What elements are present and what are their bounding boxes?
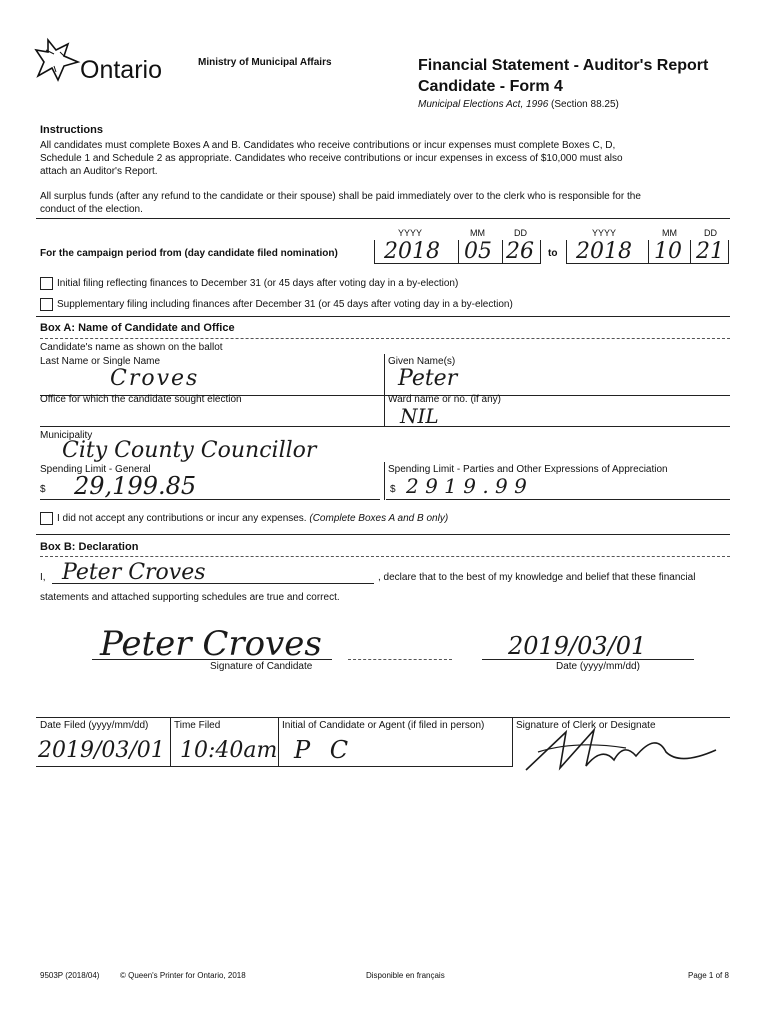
field-underline	[40, 499, 380, 500]
clerk-signature-label: Signature of Clerk or Designate	[516, 720, 656, 731]
ward-field[interactable]: NIL	[400, 404, 439, 428]
supplementary-filing-checkbox[interactable]	[40, 298, 53, 311]
spending-general-label: Spending Limit - General	[40, 464, 151, 475]
no-contributions-checkbox[interactable]	[40, 512, 53, 525]
instructions-para1-line3: attach an Auditor's Report.	[40, 166, 158, 177]
divider	[36, 218, 730, 219]
box-b-heading-rule	[40, 556, 730, 557]
divider	[36, 316, 730, 317]
time-filed-field[interactable]: 10:40am	[180, 738, 278, 763]
field-underline	[40, 426, 730, 427]
instructions-para1-line1: All candidates must complete Boxes A and B. Candidates who receive contributions or incur expenses must complete Boxes C, D,	[40, 140, 616, 151]
box-a-heading: Box A: Name of Candidate and Office	[40, 322, 235, 334]
spending-general-field[interactable]: 29,199.85	[74, 472, 197, 500]
form-code: 9503P (2018/04)	[40, 971, 100, 980]
box-a-heading-rule	[40, 338, 730, 339]
declarant-name-field[interactable]: Peter Croves	[62, 560, 206, 585]
date-filed-label: Date Filed (yyyy/mm/dd)	[40, 720, 149, 731]
spending-parties-field[interactable]: 2 9 1 9 . 9 9	[406, 474, 527, 498]
brand-wordmark: Ontario	[80, 56, 162, 84]
office-use-divider	[512, 717, 513, 767]
ontario-logo	[34, 36, 184, 86]
declaration-date-field[interactable]: 2019/03/01	[508, 632, 647, 660]
time-filed-label: Time Filed	[174, 720, 221, 731]
spending-parties-label: Spending Limit - Parties and Other Expressions of Appreciation	[388, 464, 668, 475]
declaration-prefix: I,	[40, 572, 46, 583]
instructions-para2-line1: All surplus funds (after any refund to the candidate or their spouse) shall be paid immediately over to the clerk who is responsible for the	[40, 191, 641, 202]
declaration-text-2: statements and attached supporting schedules are true and correct.	[40, 592, 340, 603]
date-box-divider	[540, 240, 541, 264]
field-divider	[384, 354, 385, 396]
date-filed-field[interactable]: 2019/03/01	[38, 738, 165, 763]
initial-field[interactable]: P C	[294, 736, 355, 764]
trillium-icon	[34, 36, 86, 84]
act-section: (Section 88.25)	[551, 99, 619, 110]
french-availability: Disponible en français	[366, 971, 445, 980]
from-mm-field[interactable]: 05	[464, 239, 492, 264]
office-use-divider	[170, 717, 171, 767]
date-box-divider	[566, 240, 567, 264]
no-contributions-note: (Complete Boxes A and B only)	[309, 513, 449, 524]
date-box-divider	[648, 240, 649, 264]
instructions-para2-line2: conduct of the election.	[40, 204, 143, 215]
no-contributions-text	[57, 513, 448, 525]
spending-parties-currency: $	[390, 484, 396, 495]
instructions-heading: Instructions	[40, 124, 103, 136]
municipality-field[interactable]: City County Councillor	[62, 438, 317, 463]
to-yyyy-field[interactable]: 2018	[576, 239, 632, 264]
given-name-field[interactable]: Peter	[398, 366, 458, 391]
to-dd-field[interactable]: 21	[696, 239, 724, 264]
date-box-divider	[690, 240, 691, 264]
supplementary-filing-label: Supplementary filing including finances after December 31 (or 45 days after voting day in a by-election)	[57, 299, 513, 310]
copyright: © Queen's Printer for Ontario, 2018	[120, 971, 246, 980]
date-box-divider	[458, 240, 459, 264]
ministry-name: Ministry of Municipal Affairs	[198, 57, 332, 68]
field-underline	[36, 766, 170, 767]
act-name: Municipal Elections Act, 1996	[418, 99, 549, 110]
col-mm-to: MM	[662, 228, 677, 238]
signature-candidate-label: Signature of Candidate	[210, 661, 313, 672]
instructions-para1-line2: Schedule 1 and Schedule 2 as appropriate. Candidates who receive contributions or incur expenses in excess of $10,000 must also	[40, 153, 623, 164]
from-dd-field[interactable]: 26	[506, 239, 534, 264]
page-number: Page 1 of 8	[688, 971, 729, 980]
date-box-divider	[502, 240, 503, 264]
form-title-line1: Financial Statement - Auditor's Report	[418, 57, 709, 74]
declaration-date-label: Date (yyyy/mm/dd)	[556, 661, 640, 672]
field-divider	[384, 396, 385, 426]
field-underline	[170, 766, 278, 767]
clerk-signature-scribble[interactable]	[516, 712, 726, 782]
declaration-text: , declare that to the best of my knowledge and belief that these financial	[378, 572, 696, 583]
box-b-heading: Box B: Declaration	[40, 541, 139, 553]
initial-filing-label: Initial filing reflecting finances to December 31 (or 45 days after voting day in a by-election)	[57, 278, 459, 289]
candidate-signature[interactable]: Peter Croves	[100, 624, 322, 664]
no-contributions-label: I did not accept any contributions or incur any expenses.	[57, 513, 307, 524]
col-dd-to: DD	[704, 228, 717, 238]
col-dd-from: DD	[514, 228, 527, 238]
given-name-label: Given Name(s)	[388, 356, 456, 367]
form-title-line2: Candidate - Form 4	[418, 78, 563, 95]
col-mm-from: MM	[470, 228, 485, 238]
to-mm-field[interactable]: 10	[654, 239, 682, 264]
date-line	[482, 659, 694, 660]
ward-label: Ward name or no. (if any)	[388, 394, 502, 405]
municipality-label: Municipality	[40, 430, 93, 441]
field-divider	[384, 462, 385, 500]
col-yyyy-from: YYYY	[398, 228, 423, 238]
spending-general-currency: $	[40, 484, 46, 495]
field-underline	[52, 583, 374, 584]
signature-line-extension	[348, 659, 452, 660]
field-underline	[278, 766, 512, 767]
office-label: Office for which the candidate sought election	[40, 394, 242, 405]
date-box-divider	[728, 240, 729, 264]
act-reference	[418, 99, 619, 111]
office-use-divider	[278, 717, 279, 767]
divider	[36, 534, 730, 535]
last-name-field[interactable]: Croves	[110, 366, 200, 391]
ballot-name-note: Candidate's name as shown on the ballot	[40, 342, 223, 353]
initial-filing-checkbox[interactable]	[40, 277, 53, 290]
initial-label: Initial of Candidate or Agent (if filed in person)	[282, 720, 485, 731]
col-yyyy-to: YYYY	[592, 228, 617, 238]
to-label: to	[548, 248, 558, 259]
campaign-period-label: For the campaign period from (day candidate filed nomination)	[40, 248, 338, 259]
last-name-label: Last Name or Single Name	[40, 356, 161, 367]
date-box-divider	[374, 240, 375, 264]
field-underline	[386, 499, 730, 500]
from-yyyy-field[interactable]: 2018	[384, 239, 440, 264]
signature-line	[92, 659, 332, 660]
